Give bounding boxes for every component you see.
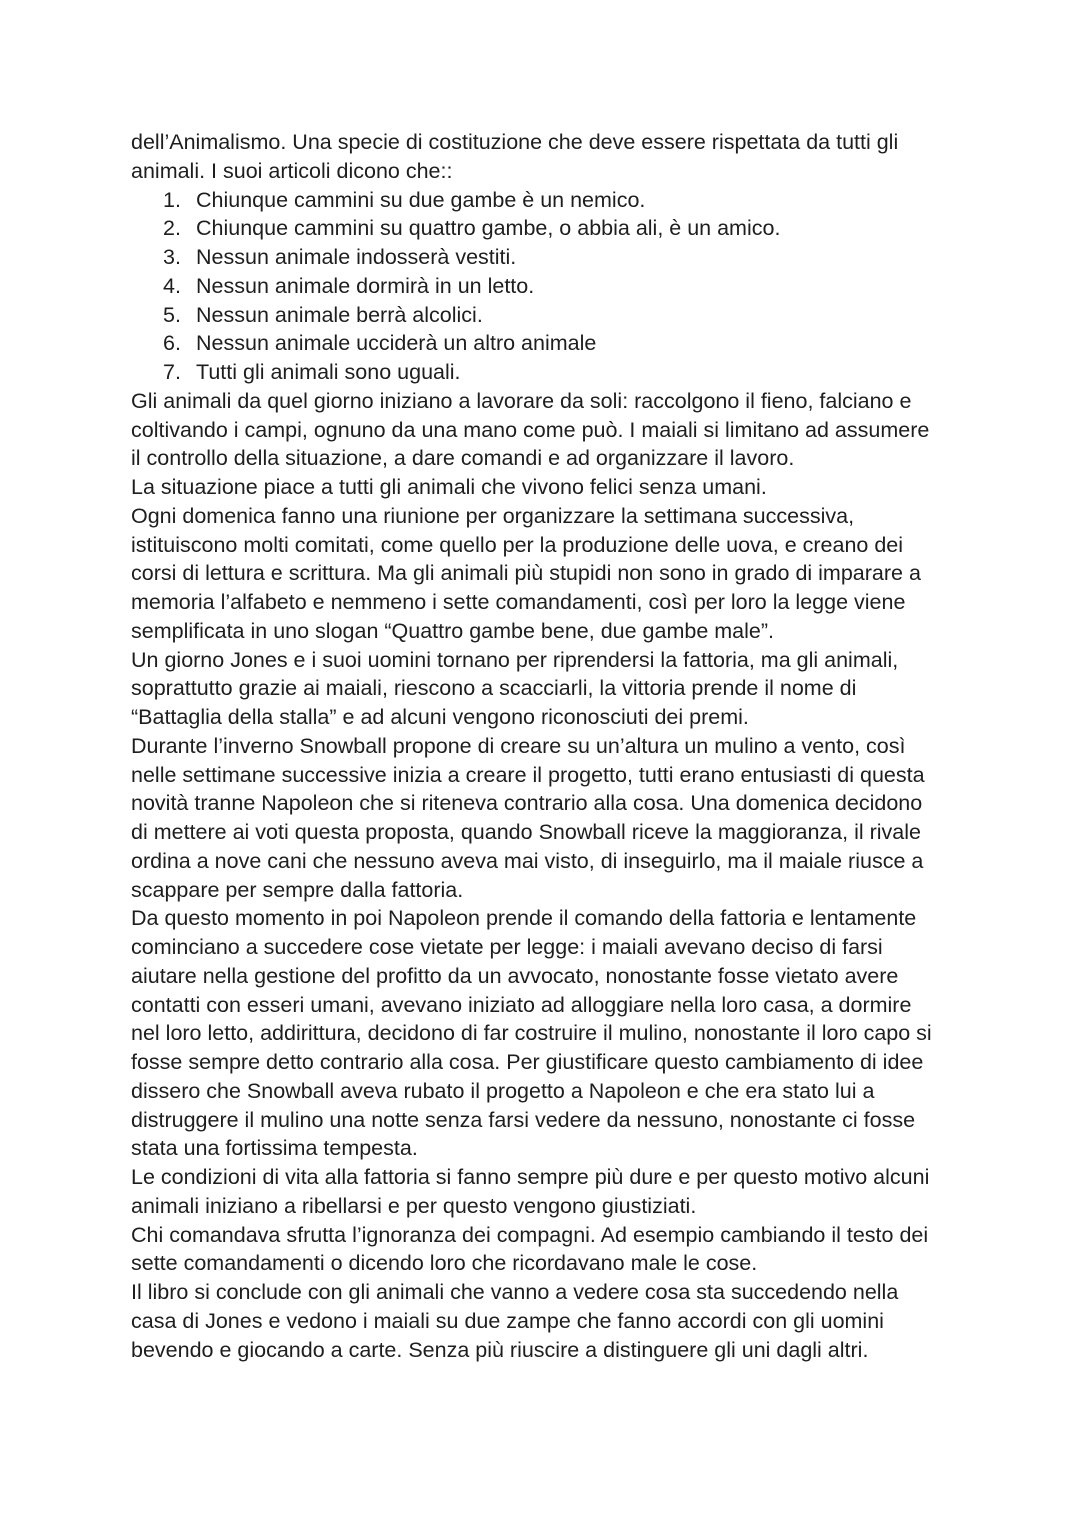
text-line: novità tranne Napoleon che si riteneva contrario alla cosa. Una domenica decidono (131, 791, 923, 816)
list-number: 4. (163, 273, 181, 298)
list-number: 2. (163, 216, 181, 241)
text-line: il controllo della situazione, a dare comandi e ad organizzare il lavoro. (131, 446, 795, 471)
text-line: nel loro letto, addirittura, decidono di far costruire il mulino, nonostante il loro capo si (131, 1021, 932, 1046)
text-line: casa di Jones e vedono i maiali su due zampe che fanno accordi con gli uomini (131, 1308, 884, 1333)
list-text: Chiunque cammini su quattro gambe, o abbia ali, è un amico. (196, 216, 781, 241)
text-line: “Battaglia della stalla” e ad alcuni vengono riconosciuti dei premi. (131, 705, 749, 729)
text-line: Le condizioni di vita alla fattoria si fanno sempre più dure e per questo motivo alcuni (131, 1165, 930, 1189)
text-line: distruggere il mulino una notte senza farsi vedere da nessuno, nonostante ci fosse (131, 1107, 916, 1132)
intro-paragraph (131, 128, 961, 186)
text-line: contatti con esseri umani, avevano iniziato ad alloggiare nella loro casa, a dormire (131, 992, 912, 1017)
list-item (131, 186, 961, 215)
list-number: 3. (163, 245, 181, 269)
list-item (131, 329, 961, 358)
text-line: Ogni domenica fanno una riunione per organizzare la settimana successiva, (131, 503, 855, 528)
text-line: bevendo e giocando a carte. Senza più riuscire a distinguere gli uni dagli altri. (131, 1337, 869, 1362)
list-text: Nessun animale ucciderà un altro animale (196, 331, 597, 356)
text-line: coltivando i campi, ognuno da una mano come può. I maiali si limitano ad assumere (131, 417, 930, 442)
list-item (131, 243, 961, 272)
list-item (131, 214, 961, 243)
list-text: Chiunque cammini su due gambe è un nemico. (196, 187, 646, 212)
text-line: memoria l’alfabeto e nemmeno i sette comandamenti, così per loro la legge viene (131, 590, 906, 614)
text-line: Il libro si conclude con gli animali che vanno a vedere cosa sta succedendo nella (131, 1280, 899, 1304)
list-item (131, 301, 961, 330)
text-line: animali. I suoi articoli dicono che:: (131, 158, 453, 183)
text-line: Gli animali da quel giorno iniziano a lavorare da soli: raccolgono il fieno, falciano e (131, 388, 912, 413)
text-line: ordina a nove cani che nessuno aveva mai visto, di inseguirlo, ma il maiale riusce a (131, 848, 924, 873)
list-text: Nessun animale dormirà in un letto. (196, 273, 535, 298)
commandments-list (131, 186, 961, 387)
body-text (131, 387, 961, 1365)
text-line: Un giorno Jones e i suoi uomini tornano per riprendersi la fattoria, ma gli animali, (131, 647, 899, 672)
text-line: Chi comandava sfrutta l’ignoranza dei compagni. Ad esempio cambiando il testo dei (131, 1222, 929, 1247)
text-line: dell’Animalismo. Una specie di costituzione che deve essere rispettata da tutti gli (131, 130, 899, 154)
text-line: animali iniziano a ribellarsi e per questo vengono giustiziati. (131, 1193, 697, 1218)
list-text: Tutti gli animali sono uguali. (196, 360, 461, 384)
text-line: soprattutto grazie ai maiali, riescono a scacciarli, la vittoria prende il nome di (131, 676, 857, 701)
text-line: sette comandamenti o dicendo loro che ricordavano male le cose. (131, 1251, 758, 1276)
text-line: aiutare nella gestione del profitto da un avvocato, nonostante fosse vietato avere (131, 963, 899, 988)
list-number: 7. (163, 360, 181, 384)
list-number: 6. (163, 331, 181, 356)
text-line: scappare per sempre dalla fattoria. (131, 877, 464, 902)
list-number: 5. (163, 302, 181, 327)
text-line: cominciano a succedere cose vietate per legge: i maiali avevano deciso di farsi (131, 935, 883, 959)
text-line: dissero che Snowball aveva rubato il progetto a Napoleon e che era stato lui a (131, 1078, 875, 1103)
text-line: di mettere ai voti questa proposta, quando Snowball riceve la maggioranza, il rivale (131, 820, 921, 844)
text-line: Durante l’inverno Snowball propone di creare su un’altura un mulino a vento, così (131, 733, 906, 758)
text-line: semplificata in uno slogan “Quattro gambe bene, due gambe male”. (131, 618, 774, 643)
text-line: stata una fortissima tempesta. (131, 1136, 418, 1161)
list-text: Nessun animale indosserà vestiti. (196, 245, 517, 269)
text-line: Da questo momento in poi Napoleon prende il comando della fattoria e lentamente (131, 906, 917, 931)
list-text: Nessun animale berrà alcolici. (196, 302, 483, 327)
text-line: La situazione piace a tutti gli animali che vivono felici senza umani. (131, 475, 767, 499)
text-line: nelle settimane successive inizia a creare il progetto, tutti erano entusiasti di questa (131, 762, 925, 787)
document-page (131, 128, 961, 1364)
list-item (131, 272, 961, 301)
list-number: 1. (163, 187, 181, 212)
text-line: istituiscono molti comitati, come quello per la produzione delle uova, e creano dei (131, 532, 904, 557)
list-item (131, 358, 961, 387)
text-line: corsi di lettura e scrittura. Ma gli animali più stupidi non sono in grado di imparare a (131, 561, 921, 586)
text-line: fosse sempre detto contrario alla cosa. Per giustificare questo cambiamento di idee (131, 1050, 924, 1074)
